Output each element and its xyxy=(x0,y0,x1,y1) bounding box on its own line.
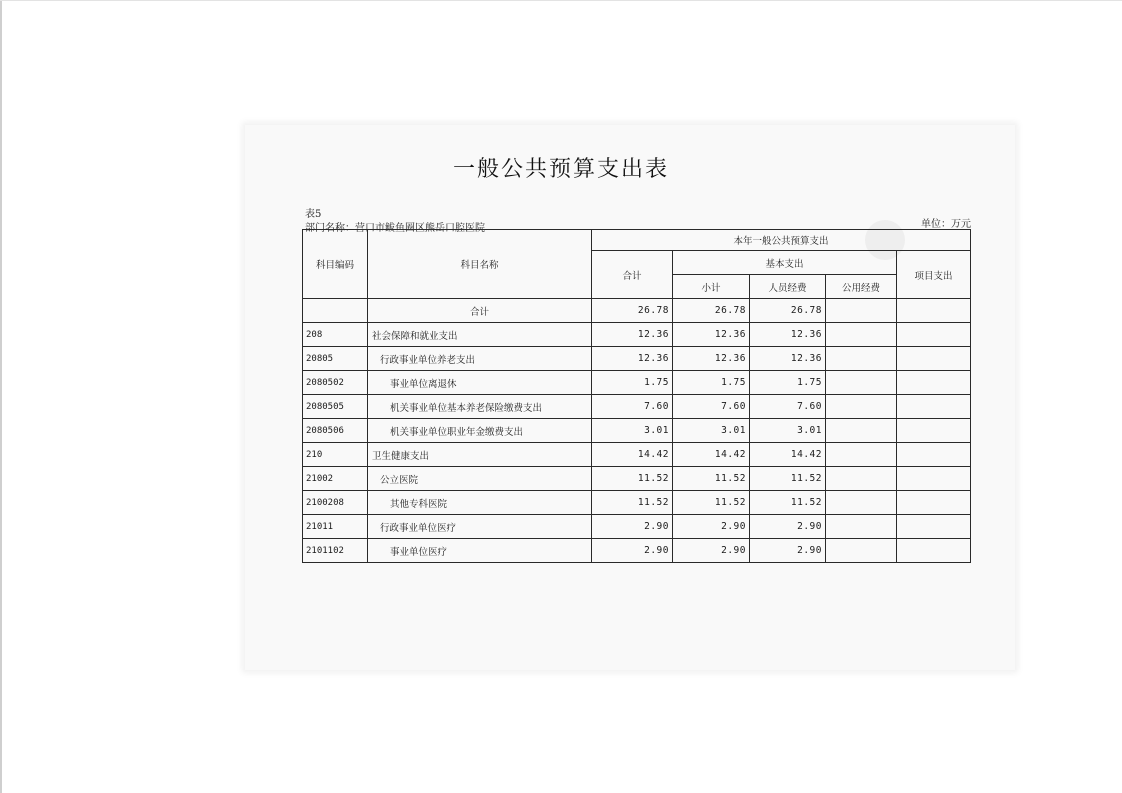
cell-code: 2100208 xyxy=(303,491,368,515)
cell-project xyxy=(897,419,971,443)
cell-code: 21002 xyxy=(303,467,368,491)
table-number: 表5 xyxy=(305,209,322,220)
table-row xyxy=(303,419,971,443)
cell-project xyxy=(897,491,971,515)
cell-public xyxy=(826,443,897,467)
cell-name: 机关事业单位基本养老保险缴费支出 xyxy=(368,395,592,419)
cell-public xyxy=(826,515,897,539)
cell-public xyxy=(826,395,897,419)
table-row xyxy=(303,467,971,491)
cell-code: 210 xyxy=(303,443,368,467)
total-total: 26.78 xyxy=(592,299,673,323)
cell-public xyxy=(826,491,897,515)
header-name: 科目名称 xyxy=(368,230,592,299)
cell-total: 12.36 xyxy=(592,347,673,371)
table-row xyxy=(303,395,971,419)
cell-total: 1.75 xyxy=(592,371,673,395)
cell-name: 事业单位离退休 xyxy=(368,371,592,395)
table-row xyxy=(303,443,971,467)
cell-code: 20805 xyxy=(303,347,368,371)
total-public xyxy=(826,299,897,323)
cell-subtotal: 12.36 xyxy=(673,347,750,371)
cell-total: 7.60 xyxy=(592,395,673,419)
total-label: 合计 xyxy=(368,299,592,323)
unit-label: 单位：万元 xyxy=(921,219,971,230)
header-basic: 基本支出 xyxy=(673,251,897,275)
cell-code: 208 xyxy=(303,323,368,347)
header-public: 公用经费 xyxy=(826,275,897,299)
cell-code: 2101102 xyxy=(303,539,368,563)
cell-name: 行政事业单位养老支出 xyxy=(368,347,592,371)
cell-personnel: 11.52 xyxy=(750,467,826,491)
cell-name: 事业单位医疗 xyxy=(368,539,592,563)
cell-subtotal: 2.90 xyxy=(673,515,750,539)
total-row xyxy=(303,299,971,323)
cell-name: 公立医院 xyxy=(368,467,592,491)
cell-project xyxy=(897,443,971,467)
cell-personnel: 12.36 xyxy=(750,347,826,371)
cell-subtotal: 14.42 xyxy=(673,443,750,467)
cell-subtotal: 11.52 xyxy=(673,491,750,515)
header-row-1 xyxy=(303,230,971,251)
table-row xyxy=(303,347,971,371)
table-row xyxy=(303,323,971,347)
total-subtotal: 26.78 xyxy=(673,299,750,323)
cell-personnel: 3.01 xyxy=(750,419,826,443)
cell-total: 2.90 xyxy=(592,539,673,563)
cell-name: 其他专科医院 xyxy=(368,491,592,515)
table-row xyxy=(303,371,971,395)
cell-total: 3.01 xyxy=(592,419,673,443)
cell-name: 卫生健康支出 xyxy=(368,443,592,467)
cell-code: 21011 xyxy=(303,515,368,539)
cell-total: 11.52 xyxy=(592,467,673,491)
cell-subtotal: 2.90 xyxy=(673,539,750,563)
cell-personnel: 2.90 xyxy=(750,515,826,539)
cell-name: 社会保障和就业支出 xyxy=(368,323,592,347)
header-group: 本年一般公共预算支出 xyxy=(592,230,971,251)
total-personnel: 26.78 xyxy=(750,299,826,323)
cell-personnel: 14.42 xyxy=(750,443,826,467)
budget-expenditure-table xyxy=(302,229,971,563)
cell-subtotal: 7.60 xyxy=(673,395,750,419)
cell-subtotal: 3.01 xyxy=(673,419,750,443)
cell-project xyxy=(897,539,971,563)
header-project: 项目支出 xyxy=(897,251,971,299)
cell-public xyxy=(826,323,897,347)
cell-subtotal: 1.75 xyxy=(673,371,750,395)
cell-name: 行政事业单位医疗 xyxy=(368,515,592,539)
cell-personnel: 7.60 xyxy=(750,395,826,419)
header-personnel: 人员经费 xyxy=(750,275,826,299)
cell-public xyxy=(826,539,897,563)
header-total: 合计 xyxy=(592,251,673,299)
cell-code: 2080506 xyxy=(303,419,368,443)
table-row xyxy=(303,539,971,563)
header-code: 科目编码 xyxy=(303,230,368,299)
table-row xyxy=(303,515,971,539)
cell-total: 11.52 xyxy=(592,491,673,515)
scan-left-edge xyxy=(0,0,2,793)
cell-project xyxy=(897,371,971,395)
cell-project xyxy=(897,467,971,491)
header-subtotal: 小计 xyxy=(673,275,750,299)
cell-project xyxy=(897,323,971,347)
cell-code: 2080502 xyxy=(303,371,368,395)
total-code-cell xyxy=(303,299,368,323)
cell-personnel: 1.75 xyxy=(750,371,826,395)
cell-personnel: 12.36 xyxy=(750,323,826,347)
cell-total: 2.90 xyxy=(592,515,673,539)
cell-total: 12.36 xyxy=(592,323,673,347)
scan-top-edge xyxy=(0,0,1122,1)
cell-public xyxy=(826,467,897,491)
cell-subtotal: 12.36 xyxy=(673,323,750,347)
cell-project xyxy=(897,515,971,539)
cell-public xyxy=(826,347,897,371)
total-project xyxy=(897,299,971,323)
cell-code: 2080505 xyxy=(303,395,368,419)
cell-personnel: 2.90 xyxy=(750,539,826,563)
cell-total: 14.42 xyxy=(592,443,673,467)
cell-personnel: 11.52 xyxy=(750,491,826,515)
cell-project xyxy=(897,347,971,371)
cell-public xyxy=(826,371,897,395)
cell-name: 机关事业单位职业年金缴费支出 xyxy=(368,419,592,443)
table-row xyxy=(303,491,971,515)
document-title: 一般公共预算支出表 xyxy=(452,157,669,182)
cell-project xyxy=(897,395,971,419)
department-name: 部门名称：营口市鲅鱼圈区熊岳口腔医院 xyxy=(305,223,485,234)
cell-subtotal: 11.52 xyxy=(673,467,750,491)
cell-public xyxy=(826,419,897,443)
